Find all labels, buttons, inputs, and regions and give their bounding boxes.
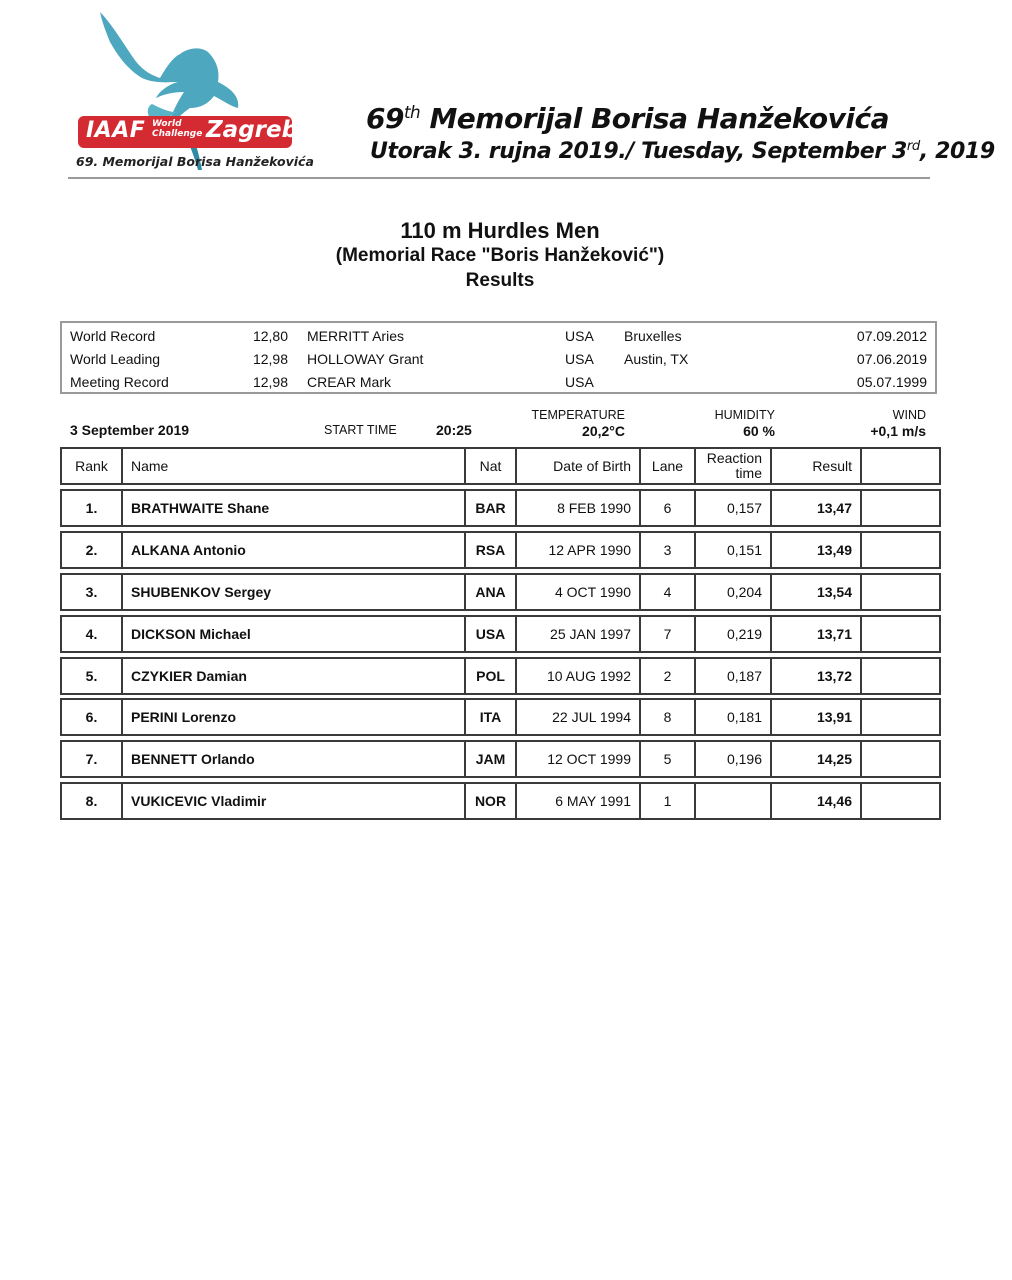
cell-extra xyxy=(862,533,939,567)
record-date: 07.06.2019 xyxy=(856,351,927,367)
humidity-label: HUMIDITY xyxy=(714,408,775,422)
cell-extra xyxy=(862,784,939,818)
cell-lane: 6 xyxy=(641,491,696,525)
cell-rank: 6. xyxy=(62,700,123,734)
cell-reaction: 0,196 xyxy=(696,742,772,776)
record-holder: MERRITT Aries xyxy=(307,328,404,344)
cell-result: 13,91 xyxy=(772,700,862,734)
cell-name: ALKANA Antonio xyxy=(123,533,466,567)
cell-dob: 8 FEB 1990 xyxy=(517,491,641,525)
cell-rank: 5. xyxy=(62,659,123,693)
cell-name: CZYKIER Damian xyxy=(123,659,466,693)
cell-lane: 2 xyxy=(641,659,696,693)
cell-dob: 25 JAN 1997 xyxy=(517,617,641,651)
cell-lane: 1 xyxy=(641,784,696,818)
cell-nat: USA xyxy=(466,617,517,651)
cell-reaction: 0,219 xyxy=(696,617,772,651)
temperature-block xyxy=(500,407,625,439)
temperature-value: 20,2°C xyxy=(582,423,625,439)
header-lane: Lane xyxy=(641,449,696,483)
cell-extra xyxy=(862,659,939,693)
cell-lane: 8 xyxy=(641,700,696,734)
race-title: (Memorial Race "Boris Hanžeković") xyxy=(335,245,665,266)
cell-dob: 12 OCT 1999 xyxy=(517,742,641,776)
cell-rank: 4. xyxy=(62,617,123,651)
header-reaction-line1: Reaction xyxy=(706,450,762,466)
record-time: 12,98 xyxy=(252,351,288,367)
event-title xyxy=(366,102,889,135)
cell-nat: POL xyxy=(466,659,517,693)
event-date-prefix: Utorak 3. rujna 2019./ Tuesday, September 3 xyxy=(370,139,907,164)
logo-city: Zagreb xyxy=(206,117,299,143)
results-title: Results xyxy=(465,270,535,291)
wind-block xyxy=(826,407,926,439)
cell-nat: RSA xyxy=(466,533,517,567)
cell-rank: 7. xyxy=(62,742,123,776)
cell-nat: BAR xyxy=(466,491,517,525)
start-time-label: START TIME xyxy=(324,423,397,437)
table-row xyxy=(60,573,941,611)
record-label: World Record xyxy=(70,328,156,344)
record-date: 05.07.1999 xyxy=(856,374,927,390)
cell-extra xyxy=(862,575,939,609)
logo-series xyxy=(152,119,202,139)
cell-reaction: 0,204 xyxy=(696,575,772,609)
records-box xyxy=(60,321,937,394)
header-reaction xyxy=(696,449,772,483)
logo-brand: IAAF xyxy=(86,118,146,143)
record-row xyxy=(62,371,935,393)
event-date xyxy=(370,139,995,164)
record-date: 07.09.2012 xyxy=(856,328,927,344)
logo-series-line1: World xyxy=(152,119,182,129)
wind-label: WIND xyxy=(892,408,926,422)
cell-rank: 2. xyxy=(62,533,123,567)
start-time-value: 20:25 xyxy=(436,422,472,438)
wind-value: +0,1 m/s xyxy=(870,423,926,439)
cell-name: VUKICEVIC Vladimir xyxy=(123,784,466,818)
header-extra xyxy=(862,449,939,483)
event-number-suffix: th xyxy=(403,101,421,122)
cell-result: 13,49 xyxy=(772,533,862,567)
cell-nat: NOR xyxy=(466,784,517,818)
table-row xyxy=(60,740,941,778)
record-row xyxy=(62,348,935,370)
cell-dob: 22 JUL 1994 xyxy=(517,700,641,734)
event-number: 69 xyxy=(366,102,404,135)
cell-nat: ANA xyxy=(466,575,517,609)
cell-reaction: 0,157 xyxy=(696,491,772,525)
cell-dob: 6 MAY 1991 xyxy=(517,784,641,818)
cell-rank: 3. xyxy=(62,575,123,609)
logo-series-line2: Challenge xyxy=(152,129,203,139)
cell-nat: ITA xyxy=(466,700,517,734)
cell-name: SHUBENKOV Sergey xyxy=(123,575,466,609)
humidity-block xyxy=(680,407,775,439)
cell-extra xyxy=(862,491,939,525)
record-time: 12,98 xyxy=(252,374,288,390)
cell-rank: 8. xyxy=(62,784,123,818)
record-nat: USA xyxy=(565,351,594,367)
cell-result: 13,71 xyxy=(772,617,862,651)
table-row xyxy=(60,782,941,820)
cell-result: 14,25 xyxy=(772,742,862,776)
table-row xyxy=(60,489,941,527)
record-time: 12,80 xyxy=(252,328,288,344)
cell-reaction: 0,181 xyxy=(696,700,772,734)
meeting-logo xyxy=(70,8,314,178)
record-holder: HOLLOWAY Grant xyxy=(307,351,424,367)
cell-name: BENNETT Orlando xyxy=(123,742,466,776)
runner-icon xyxy=(80,8,310,178)
cell-extra xyxy=(862,742,939,776)
competition-date: 3 September 2019 xyxy=(70,422,190,438)
header-reaction-line2: time xyxy=(735,465,762,481)
cell-extra xyxy=(862,700,939,734)
humidity-value: 60 % xyxy=(743,423,775,439)
cell-dob: 10 AUG 1992 xyxy=(517,659,641,693)
table-row xyxy=(60,531,941,569)
table-row xyxy=(60,698,941,736)
header-rank: Rank xyxy=(62,449,123,483)
table-row xyxy=(60,657,941,695)
record-place: Austin, TX xyxy=(624,351,689,367)
cell-extra xyxy=(862,617,939,651)
cell-result: 13,72 xyxy=(772,659,862,693)
cell-nat: JAM xyxy=(466,742,517,776)
event-date-suffix: rd xyxy=(906,139,920,155)
record-nat: USA xyxy=(565,328,594,344)
logo-subtitle: 69. Memorijal Borisa Hanžekovića xyxy=(76,154,314,169)
event-date-year: , 2019 xyxy=(919,139,995,164)
record-holder: CREAR Mark xyxy=(307,374,392,390)
record-nat: USA xyxy=(565,374,594,390)
cell-result: 13,47 xyxy=(772,491,862,525)
record-row xyxy=(62,325,935,347)
cell-reaction: 0,151 xyxy=(696,533,772,567)
header-name: Name xyxy=(123,449,466,483)
record-place: Bruxelles xyxy=(624,328,682,344)
header-dob: Date of Birth xyxy=(517,449,641,483)
event-name: Memorijal Borisa Hanžekovića xyxy=(429,102,889,135)
cell-rank: 1. xyxy=(62,491,123,525)
header-result: Result xyxy=(772,449,862,483)
header-divider xyxy=(68,177,930,179)
cell-lane: 4 xyxy=(641,575,696,609)
temperature-label: TEMPERATURE xyxy=(531,408,625,422)
record-label: Meeting Record xyxy=(70,374,169,390)
cell-result: 13,54 xyxy=(772,575,862,609)
cell-reaction xyxy=(696,784,772,818)
table-row xyxy=(60,615,941,653)
cell-name: DICKSON Michael xyxy=(123,617,466,651)
cell-lane: 7 xyxy=(641,617,696,651)
discipline-title: 110 m Hurdles Men xyxy=(400,218,600,243)
cell-dob: 12 APR 1990 xyxy=(517,533,641,567)
cell-lane: 5 xyxy=(641,742,696,776)
logo-badge xyxy=(78,116,299,148)
cell-lane: 3 xyxy=(641,533,696,567)
cell-dob: 4 OCT 1990 xyxy=(517,575,641,609)
record-label: World Leading xyxy=(70,351,161,367)
cell-name: PERINI Lorenzo xyxy=(123,700,466,734)
header-nat: Nat xyxy=(466,449,517,483)
cell-name: BRATHWAITE Shane xyxy=(123,491,466,525)
cell-result: 14,46 xyxy=(772,784,862,818)
cell-reaction: 0,187 xyxy=(696,659,772,693)
results-table-header xyxy=(60,447,941,485)
page-titles xyxy=(0,218,1000,294)
